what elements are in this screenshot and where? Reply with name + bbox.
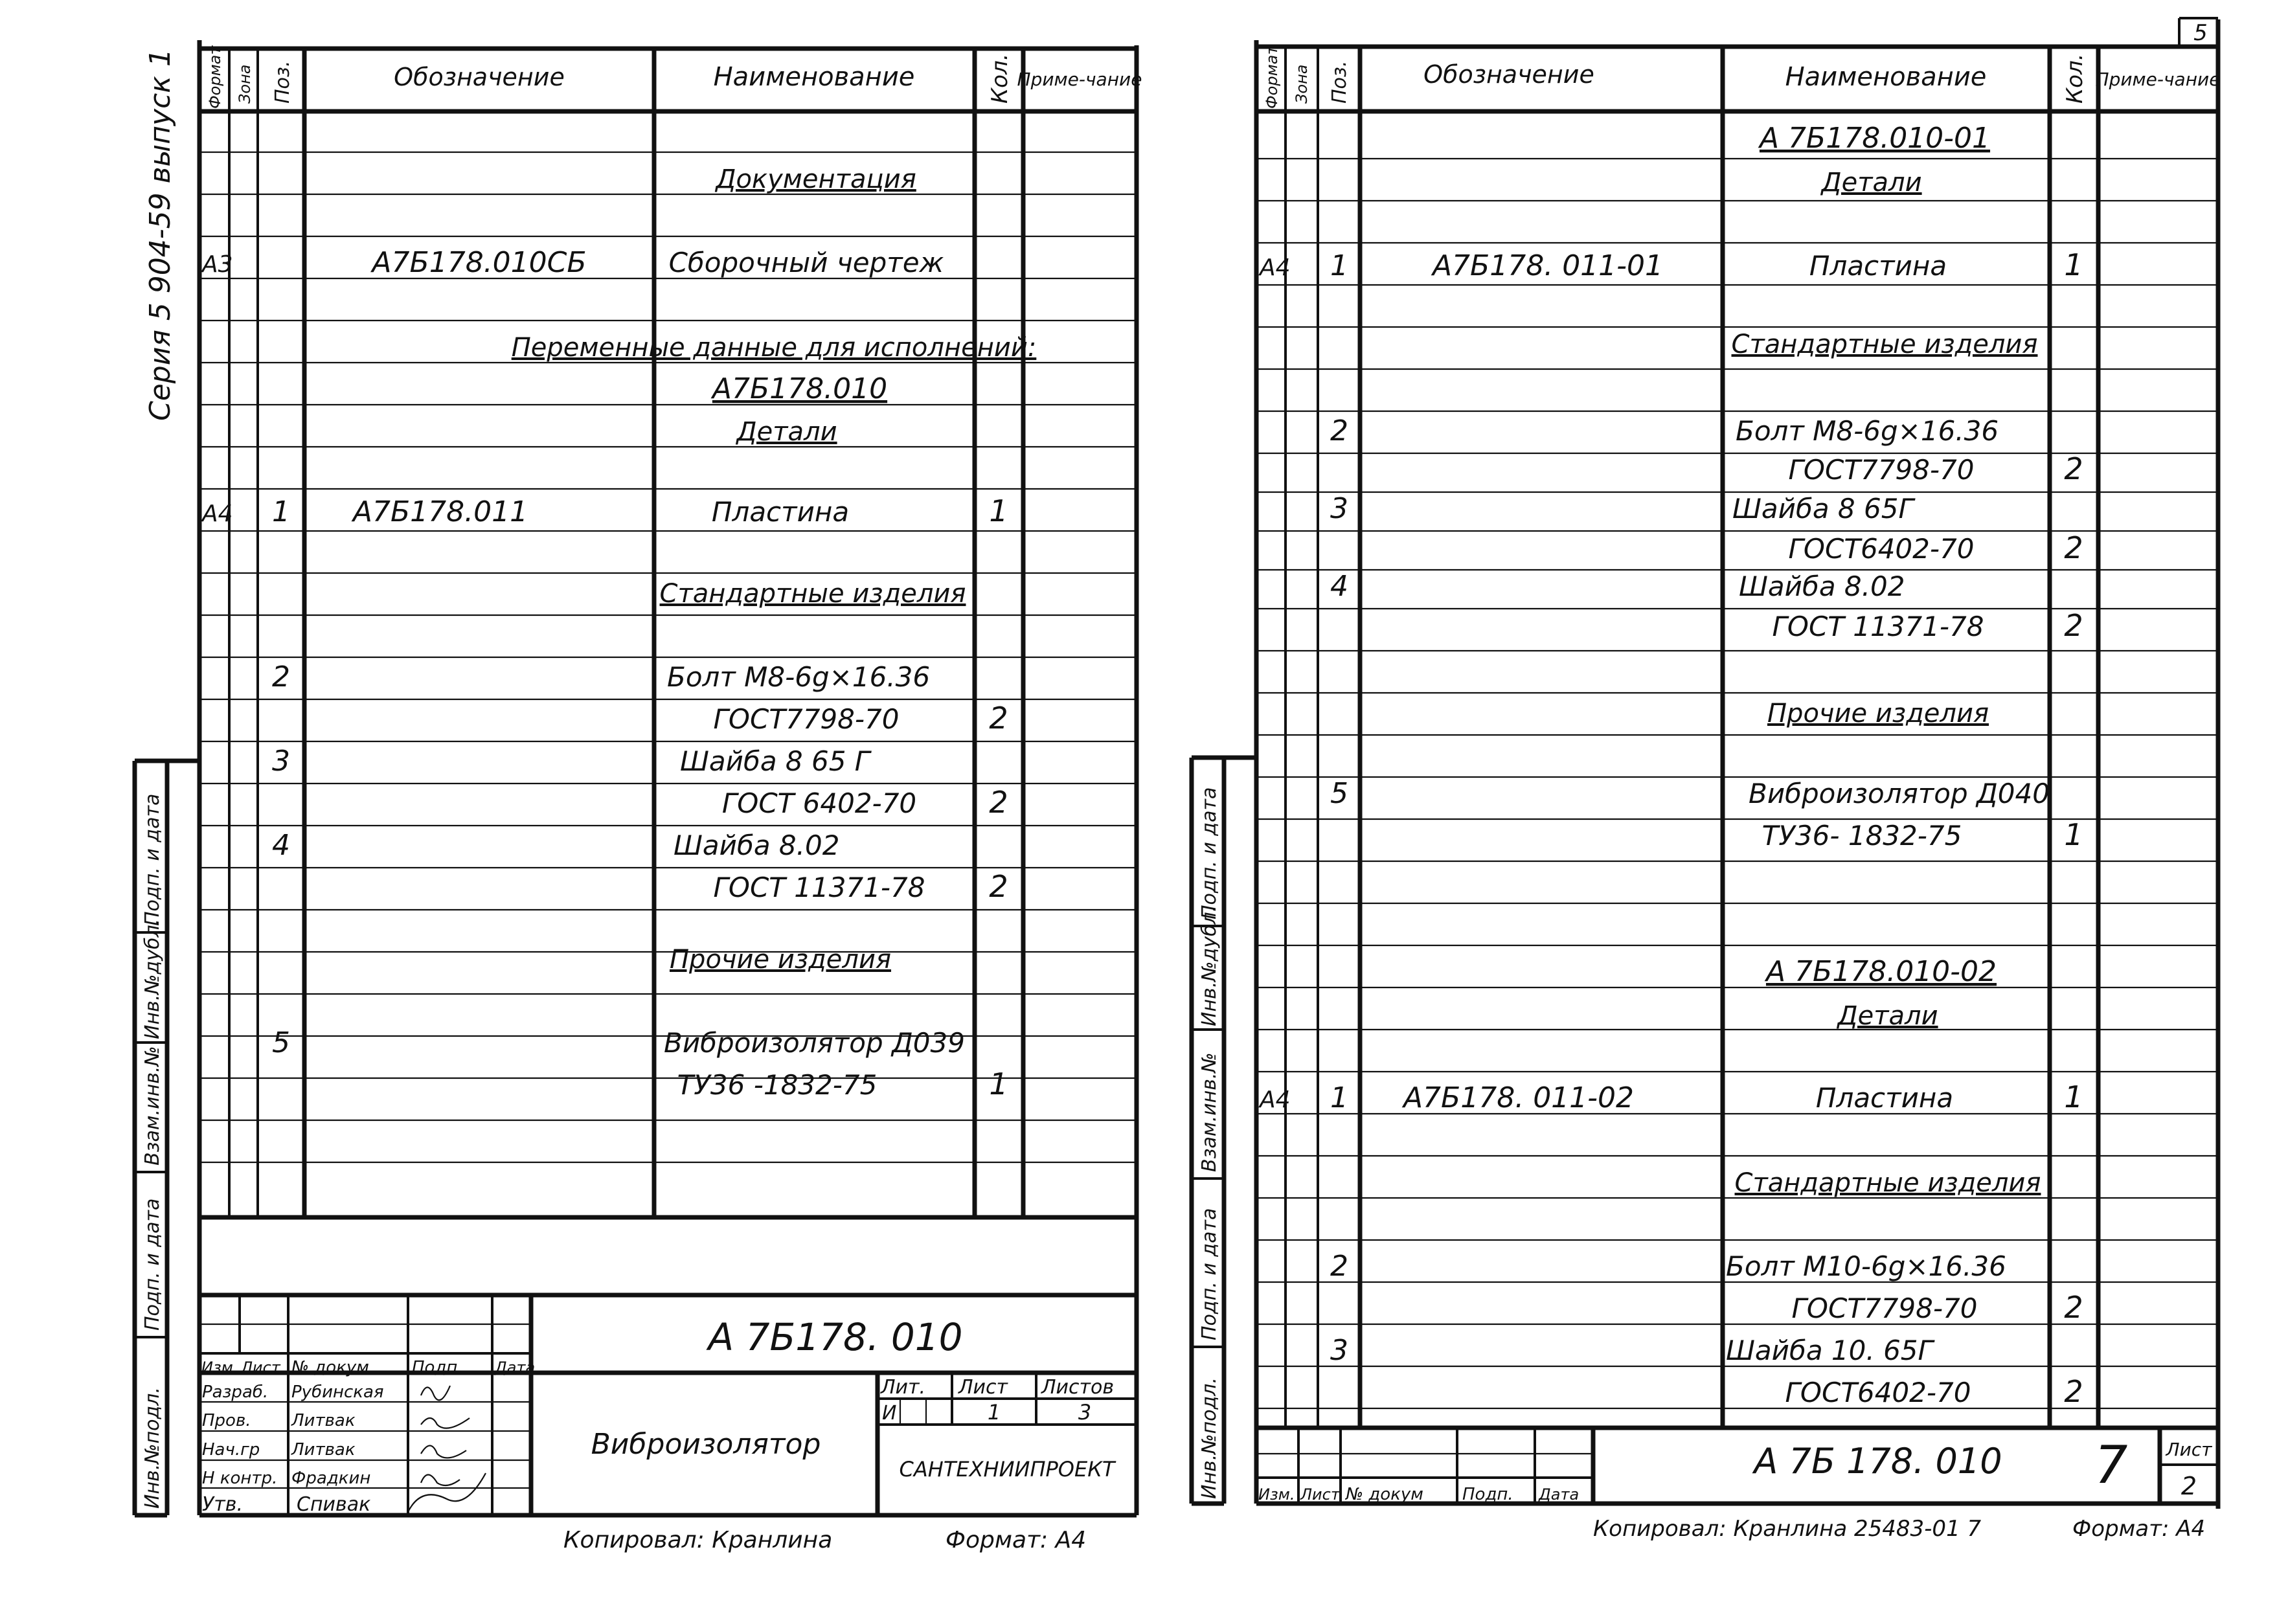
row-name-gost: ГОСТ 11371-78 <box>713 872 925 903</box>
role-person: Спивак <box>297 1493 371 1516</box>
row-qty: 2 <box>989 785 1008 820</box>
copied-by: Копировал: Кранлина 25483-01 7 <box>1593 1516 1982 1542</box>
header-pos: Поз. <box>1328 60 1351 104</box>
side-label-sign-date-2: Подп. и дата <box>1198 787 1221 919</box>
row-name-gost: ГОСТ6402-70 <box>1788 533 1975 565</box>
title-doc-no: № докум <box>1346 1485 1423 1504</box>
role-person: Литвак <box>291 1411 356 1430</box>
row-name: Шайба 8 65Г <box>1732 493 1914 524</box>
row-qty: 1 <box>989 1066 1008 1101</box>
sheets-value: 3 <box>1078 1400 1092 1425</box>
row-name: Болт М8-6g×16.36 <box>1736 415 1999 447</box>
section-exec-010: А7Б178.010 <box>712 372 888 405</box>
format-note: Формат: А4 <box>2072 1516 2206 1542</box>
section-other: Прочие изделия <box>669 945 892 975</box>
row-pos: 2 <box>1330 1250 1348 1283</box>
row-name-gost: ГОСТ6402-70 <box>1785 1377 1971 1408</box>
row-pos: 1 <box>1330 1081 1348 1114</box>
header-name: Наименование <box>1785 62 1987 92</box>
section-exec-02: А 7Б178.010-02 <box>1765 955 1997 988</box>
role-label: Утв. <box>202 1493 243 1516</box>
section-variable-data: Переменные данные для исполнений: <box>511 333 1037 363</box>
product-name: Виброизолятор <box>591 1428 821 1461</box>
page-corner-number: 5 <box>2193 20 2208 46</box>
sheets-label: Листов <box>1041 1376 1115 1399</box>
header-zone: Зона <box>236 64 254 104</box>
signature-marks <box>408 1386 486 1512</box>
row-name-tu: ТУ36 -1832-75 <box>677 1069 878 1101</box>
row-qty: 2 <box>2064 1374 2083 1409</box>
side-label-inv-podl: Инв.№подл. <box>141 1387 164 1509</box>
row-name: Виброизолятор Д039 <box>664 1027 965 1059</box>
title-sign: Подп. <box>412 1358 463 1377</box>
row-name: Сборочный чертеж <box>668 247 944 278</box>
section-details: Детали <box>736 417 837 447</box>
title-izm: Изм. <box>201 1359 238 1377</box>
title-doc-number: А 7Б178. 010 <box>708 1315 963 1359</box>
row-name: Виброизолятор Д040 <box>1749 778 2050 809</box>
row-name: Пластина <box>1815 1082 1954 1114</box>
title-izm: Изм. <box>1258 1485 1295 1504</box>
header-format: Формат <box>1263 45 1281 109</box>
row-pos: 4 <box>272 829 290 862</box>
row-format: А3 <box>202 251 233 278</box>
row-pos: 4 <box>1330 570 1348 603</box>
title-list: Лист <box>241 1359 280 1377</box>
side-label-sign-date-1: Подп. и дата <box>1198 1208 1221 1340</box>
row-qty: 2 <box>2064 1290 2083 1325</box>
role-person: Фрадкин <box>291 1469 371 1488</box>
row-pos: 2 <box>272 660 290 694</box>
header-designation: Обозначение <box>394 63 565 91</box>
row-pos: 1 <box>1330 249 1348 282</box>
row-format: А4 <box>1260 254 1291 281</box>
role-label: Разраб. <box>202 1382 269 1402</box>
side-label-inv-podl: Инв.№подл. <box>1198 1377 1221 1499</box>
row-name: Пластина <box>711 496 850 528</box>
row-name-gost: ГОСТ7798-70 <box>713 703 900 735</box>
section-standard-01: Стандартные изделия <box>1731 330 2038 359</box>
title-doc-number: А 7Б 178. 010 <box>1754 1441 2002 1482</box>
role-label: Нач.гр <box>202 1440 260 1460</box>
title-sign: Подп. <box>1462 1485 1513 1504</box>
section-documentation: Документация <box>716 164 916 194</box>
role-label: Пров. <box>202 1411 251 1430</box>
row-qty: 2 <box>989 869 1008 904</box>
header-note: Приме-чание <box>1017 69 1142 90</box>
side-label-zam-inv: Взам.инв.№ <box>141 1046 164 1166</box>
row-designation: А7Б178.011 <box>352 495 528 528</box>
sheet-value: 2 <box>2180 1472 2197 1500</box>
row-name: Шайба 10. 65Г <box>1726 1335 1933 1366</box>
header-zone: Зона <box>1293 64 1311 104</box>
row-designation: А7Б178. 011-01 <box>1432 249 1664 282</box>
format-note: Формат: А4 <box>946 1527 1087 1553</box>
row-qty: 2 <box>2064 530 2083 565</box>
section-details-01: Детали <box>1821 168 1922 197</box>
row-name-gost: ГОСТ7798-70 <box>1791 1292 1978 1324</box>
section-other-01: Прочие изделия <box>1767 699 1989 728</box>
row-name-gost: ГОСТ 11371-78 <box>1772 611 1984 642</box>
row-pos: 3 <box>1330 1334 1348 1367</box>
title-date: Дата <box>1539 1485 1580 1504</box>
header-pos: Поз. <box>271 60 294 104</box>
row-qty: 1 <box>2064 247 2083 282</box>
header-format: Формат <box>206 45 224 109</box>
row-name-gost: ГОСТ 6402-70 <box>721 787 917 819</box>
side-label-sign-date-1: Подп. и дата <box>141 1198 164 1331</box>
row-designation: А7Б178.010СБ <box>372 246 587 279</box>
right-sheet <box>1192 18 2220 1542</box>
header-qty: Кол. <box>987 53 1013 104</box>
side-label-inv-dubl: Инв.№дубл. <box>1198 905 1221 1026</box>
row-qty: 1 <box>989 493 1008 528</box>
section-standard-02: Стандартные изделия <box>1734 1168 2041 1198</box>
section-details-02: Детали <box>1837 1001 1938 1031</box>
organization: САНТЕХНИИПРОЕКТ <box>899 1457 1115 1482</box>
sheet-label: Лист <box>2166 1439 2212 1460</box>
row-name: Болт М8-6g×16.36 <box>667 661 931 693</box>
section-exec-01: А 7Б178.010-01 <box>1759 122 1991 155</box>
row-name: Шайба 8.02 <box>1739 570 1905 602</box>
row-qty: 2 <box>2064 451 2083 486</box>
row-qty: 2 <box>989 701 1008 736</box>
row-pos: 1 <box>272 495 290 528</box>
row-name: Пластина <box>1809 250 1947 282</box>
row-pos: 3 <box>1330 492 1348 525</box>
row-pos: 5 <box>272 1026 290 1059</box>
row-pos: 5 <box>1330 777 1348 810</box>
title-list: Лист <box>1300 1485 1340 1504</box>
copied-by: Копировал: Кранлина <box>563 1527 833 1553</box>
left-sheet <box>135 40 1142 1553</box>
side-label-inv-dubl: Инв.№дубл. <box>141 918 164 1039</box>
row-name: Шайба 8 65 Г <box>680 745 870 777</box>
row-format: А4 <box>202 501 233 527</box>
role-person: Литвак <box>291 1440 356 1460</box>
lit-label: Лит. <box>881 1376 926 1399</box>
side-label-zam-inv: Взам.инв.№ <box>1198 1052 1221 1172</box>
handwritten-page-number: 7 <box>2094 1435 2128 1495</box>
header-qty: Кол. <box>2062 53 2088 104</box>
row-pos: 3 <box>272 745 290 778</box>
row-pos: 2 <box>1330 414 1348 447</box>
title-date: Дата <box>495 1359 536 1377</box>
row-name-gost: ГОСТ7798-70 <box>1788 454 1975 486</box>
row-qty: 2 <box>2064 608 2083 643</box>
header-note: Приме-чание <box>2095 69 2221 90</box>
section-standard: Стандартные изделия <box>659 579 966 609</box>
row-name: Шайба 8.02 <box>674 829 840 861</box>
header-designation: Обозначение <box>1423 60 1594 89</box>
role-person: Рубинская <box>291 1382 384 1402</box>
lit-value: И <box>882 1402 897 1425</box>
row-qty: 1 <box>2064 817 2083 852</box>
header-name: Наименование <box>713 62 915 92</box>
role-label: Н контр. <box>202 1469 278 1488</box>
side-label-sign-date-2: Подп. и дата <box>141 793 164 926</box>
sheet-value: 1 <box>987 1400 1001 1425</box>
row-name: Болт М10-6g×16.36 <box>1726 1250 2006 1282</box>
title-doc-no: № докум. <box>291 1358 375 1377</box>
sheet-label: Лист <box>958 1376 1008 1399</box>
row-qty: 1 <box>2064 1079 2083 1114</box>
row-format: А4 <box>1260 1087 1291 1113</box>
row-name-tu: ТУ36- 1832-75 <box>1761 820 1962 851</box>
row-designation: А7Б178. 011-02 <box>1403 1081 1635 1114</box>
series-label: Серия 5 904-59 выпуск 1 <box>144 49 177 421</box>
